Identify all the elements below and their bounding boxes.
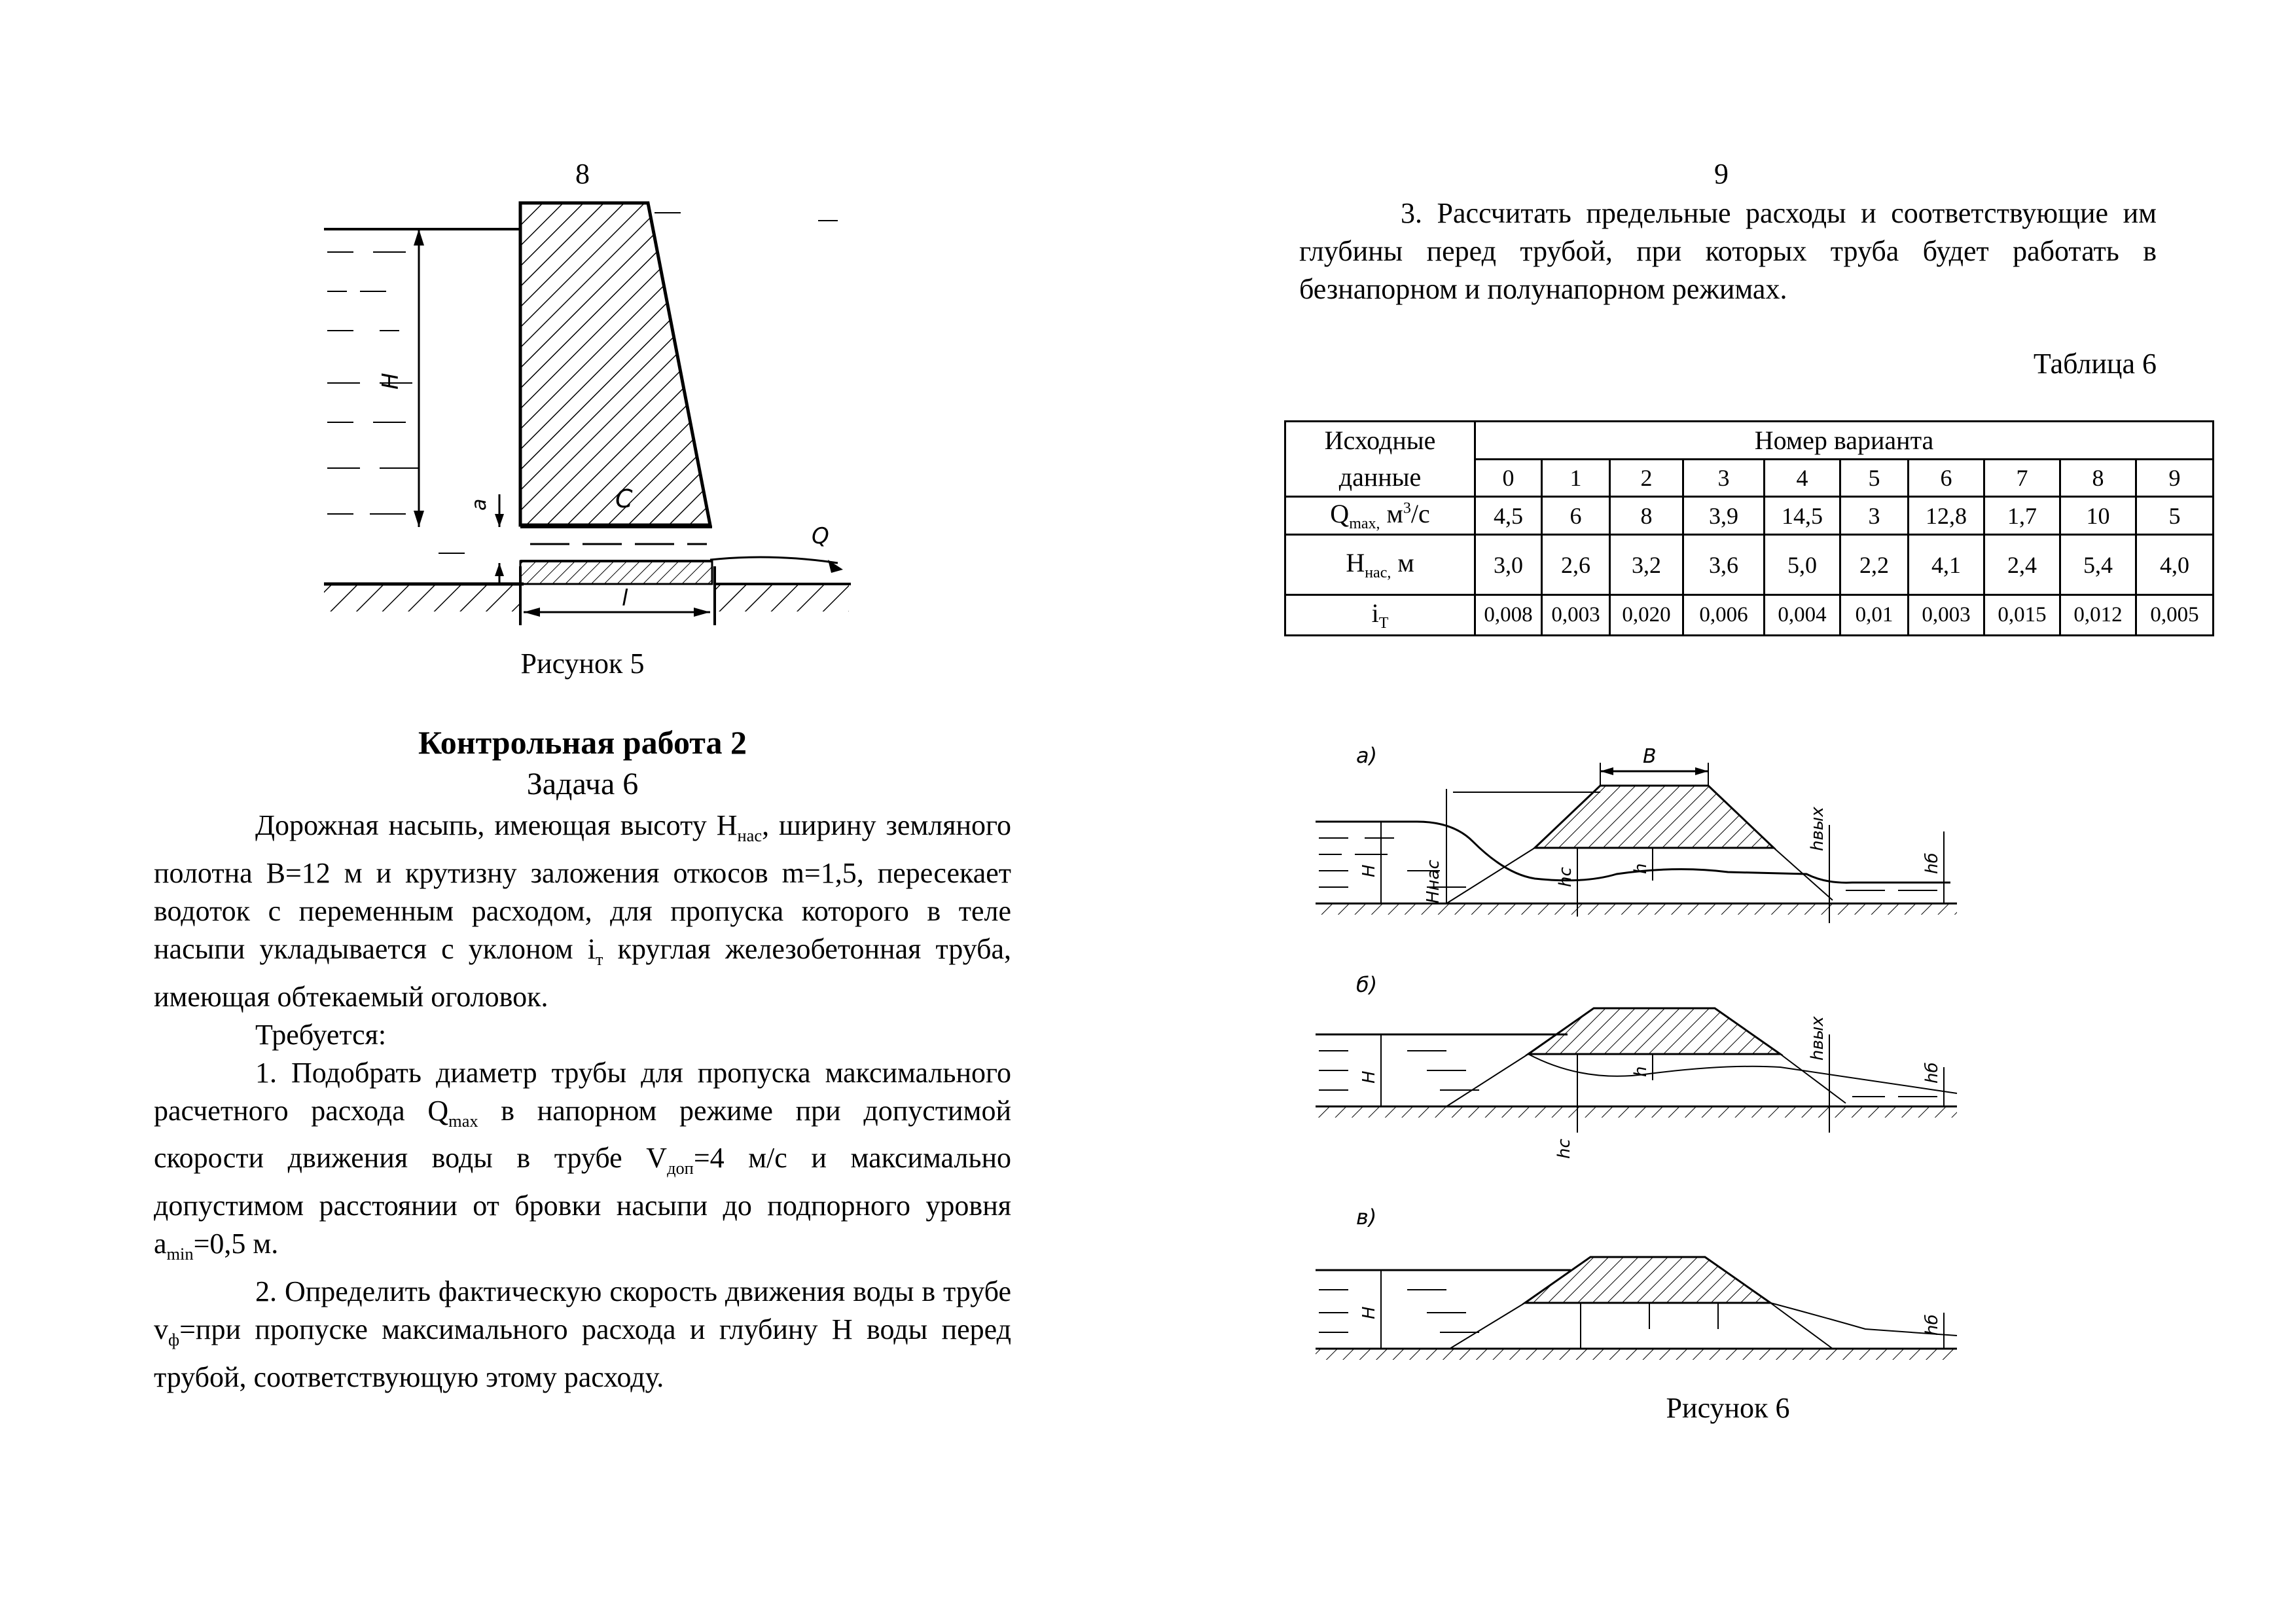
- task-text-left: [154, 807, 1011, 1396]
- table-row-qmax: [1285, 497, 2214, 535]
- table-cell: 4,5: [1475, 497, 1542, 535]
- variant-number-cell: 3: [1683, 459, 1765, 497]
- table-cell: 0,006: [1683, 595, 1765, 636]
- figure-6-caption: Рисунок 6: [1666, 1392, 1790, 1424]
- row-label-it: $i_T$: [1285, 595, 1475, 636]
- table-cell: 0,008: [1475, 595, 1542, 636]
- table-cell: 5,0: [1765, 535, 1840, 595]
- task-text-right: [1299, 194, 2157, 308]
- variant-number-cell: 6: [1909, 459, 1984, 497]
- label-l: l: [622, 585, 628, 611]
- page-number-right: 9: [1714, 158, 1729, 190]
- downstream-flow-line: [710, 557, 838, 563]
- table-cell: 3,2: [1610, 535, 1683, 595]
- row-label-hnas: $H_{нас,}$ м: [1285, 535, 1475, 595]
- table-cell: 8: [1610, 497, 1683, 535]
- table-cell: 0,004: [1765, 595, 1840, 636]
- label-hc-b: hc: [1554, 1139, 1574, 1159]
- label-hb-b: hб: [1922, 1062, 1942, 1084]
- label-hnas-a: Hнас: [1424, 860, 1443, 903]
- table-cell: 3,9: [1683, 497, 1765, 535]
- table-cell: 0,01: [1840, 595, 1909, 636]
- label-hb-v: hб: [1922, 1314, 1942, 1336]
- dam-body: [520, 203, 710, 525]
- variant-number-cell: 9: [2136, 459, 2214, 497]
- label-hvyh-a: hвых: [1808, 807, 1827, 851]
- figure-5-drawing: [314, 187, 870, 645]
- figure-6-drawing: [1309, 727, 1983, 1388]
- label-b-variant: б): [1356, 972, 1378, 997]
- label-q: Q: [812, 523, 829, 549]
- label-c: C: [615, 484, 633, 513]
- table-title: Таблица 6: [2033, 348, 2157, 380]
- table-cell: 2,4: [1984, 535, 2060, 595]
- header-initial-data: Исходные данные: [1285, 422, 1475, 497]
- paragraph-2: Требуется:: [255, 1018, 387, 1051]
- table-cell: 6: [1542, 497, 1610, 535]
- label-h-small-b: h: [1631, 1066, 1651, 1077]
- table-cell: 2,6: [1542, 535, 1610, 595]
- table-cell: 5: [2136, 497, 2214, 535]
- variant-table: [1284, 420, 2214, 636]
- paragraph-3: 1. Подобрать диаметр трубы для пропуска максимального расчетного расхода $Q_{max}$ в напорном режиме при допустимой скорости движения воды в трубе $V_{доп}=4$ м/с и максимально допустимом расстоянии от бровки насыпи до подпорного уровня $a_{min}=0,5$ м.: [154, 1056, 1011, 1264]
- label-h-b: H: [1359, 1070, 1379, 1084]
- table-cell: 3,6: [1683, 535, 1765, 595]
- label-v-variant: в): [1356, 1205, 1377, 1230]
- table-cell: 1,7: [1984, 497, 2060, 535]
- label-hb-a: hб: [1922, 852, 1942, 874]
- table-cell: 0,012: [2060, 595, 2136, 636]
- paragraph-4: 2. Определить фактическую скорость движения воды в трубе $v_ф=при$ пропуске максимального расхода и глубину H воды перед трубой, соответствующую этому расходу.: [154, 1275, 1011, 1393]
- table-cell: 4,0: [2136, 535, 2214, 595]
- label-h-v: H: [1359, 1306, 1379, 1319]
- label-a: a: [468, 498, 491, 511]
- label-h: H: [378, 373, 404, 390]
- row-label-qmax: $Q_{max,}$ $м^3/с$: [1285, 497, 1475, 535]
- page-number-left: 8: [575, 158, 590, 190]
- table-cell: 0,020: [1610, 595, 1683, 636]
- figure-6a: [1316, 743, 1957, 923]
- page-heading: Контрольная работа 2: [418, 724, 747, 761]
- table-row-hnas: [1285, 535, 2214, 595]
- table-cell: 2,2: [1840, 535, 1909, 595]
- label-b: B: [1643, 745, 1657, 768]
- table-cell: 10: [2060, 497, 2136, 535]
- table-cell: 3: [1840, 497, 1909, 535]
- table-cell: 14,5: [1765, 497, 1840, 535]
- variant-number-cell: 8: [2060, 459, 2136, 497]
- table-cell: 4,1: [1909, 535, 1984, 595]
- figure-6b: [1316, 972, 1957, 1159]
- table-row-it: [1285, 595, 2214, 636]
- variant-number-cell: 2: [1610, 459, 1683, 497]
- label-a-variant: а): [1356, 743, 1378, 768]
- variant-number-cell: 5: [1840, 459, 1909, 497]
- table-cell: 3,0: [1475, 535, 1542, 595]
- table-cell: 0,015: [1984, 595, 2060, 636]
- variant-table-wrapper: [1284, 420, 2214, 636]
- variant-number-cell: 1: [1542, 459, 1610, 497]
- variant-number-cell: 7: [1984, 459, 2060, 497]
- variant-number-cell: 0: [1475, 459, 1542, 497]
- label-hvyh-b: hвых: [1808, 1016, 1827, 1061]
- variant-number-cell: 4: [1765, 459, 1840, 497]
- table-cell: 0,003: [1542, 595, 1610, 636]
- label-h-small-a: h: [1631, 863, 1651, 874]
- table-cell: 12,8: [1909, 497, 1984, 535]
- figure-6v: [1316, 1205, 1957, 1360]
- table-cell: 0,005: [2136, 595, 2214, 636]
- page-subheading: Задача 6: [526, 767, 639, 801]
- header-variant-number: Номер варианта: [1475, 422, 2214, 460]
- paragraph-5: 3. Рассчитать предельные расходы и соответствующие им глубины перед трубой, при которых труба будет работать в безнапорном и полунапорном режимах.: [1299, 197, 2157, 305]
- table-cell: 5,4: [2060, 535, 2136, 595]
- table-cell: 0,003: [1909, 595, 1984, 636]
- paragraph-1: Дорожная насыпь, имеющая высоту $H_{нас}$, ширину земляного полотна B=12 м и крутизну заложения откосов m=1,5, пересекает водоток с переменным расходом, для пропуска которого в теле насыпи укладывается с уклоном $i_т$ круглая железобетонная труба, имеющая обтекаемый оголовок.: [154, 809, 1011, 1013]
- label-h-a: H: [1359, 864, 1379, 877]
- figure-5-caption: Рисунок 5: [520, 647, 645, 680]
- label-hc-a: hc: [1556, 867, 1575, 887]
